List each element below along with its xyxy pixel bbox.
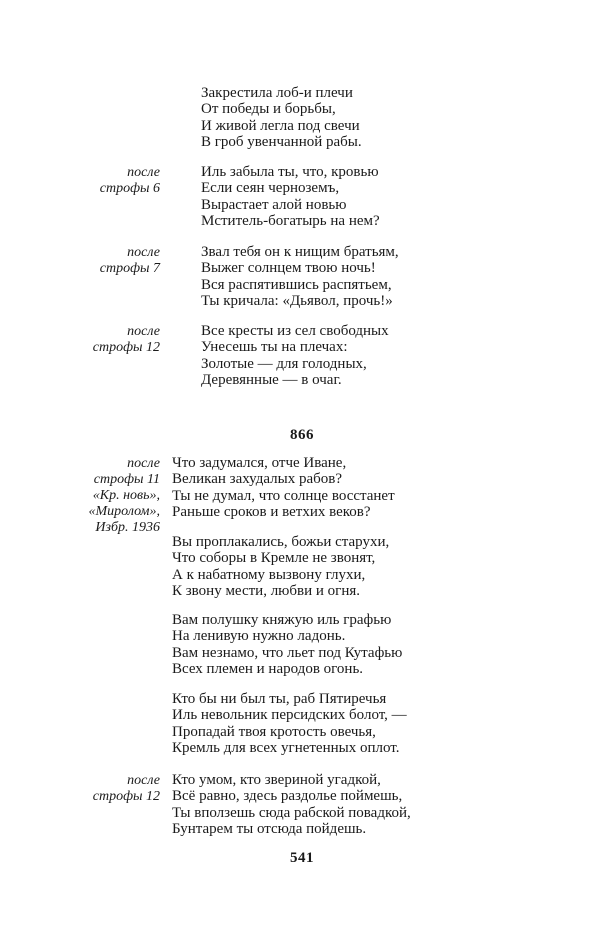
stanza-b2	[172, 534, 389, 600]
verse-line: Все кресты из сел свободных	[201, 323, 389, 339]
variant-note-a4	[30, 324, 160, 356]
poem-number-text: 866	[290, 427, 314, 443]
verse-line: К звону мести, любви и огня.	[172, 583, 360, 600]
note-line: после	[127, 165, 160, 180]
verse-line: Что задумался, отче Иване,	[172, 455, 347, 471]
note-line: строфы 12	[92, 789, 160, 804]
verse-line: Если сеян черноземъ,	[201, 180, 340, 197]
note-line: строфы 7	[99, 261, 160, 276]
verse-line: Кремль для всех угнетенных оплот.	[172, 740, 400, 757]
note-line: Избр. 1936	[95, 520, 160, 535]
note-line: после	[127, 245, 160, 260]
poem-number	[0, 427, 600, 444]
note-line: после	[127, 773, 160, 788]
verse-line: Кто бы ни был ты, раб Пятиречья	[172, 691, 387, 707]
verse-line: Всех племен и народов огонь.	[172, 661, 364, 678]
verse-line: А к набатному вызвону глухи,	[172, 566, 366, 583]
stanza-a1	[201, 85, 362, 151]
verse-line: Иль невольник персидских болот, —	[172, 707, 407, 724]
verse-line: Ты кричала: «Дьявол, прочь!»	[201, 293, 393, 310]
stanza-a2	[201, 164, 380, 230]
verse-line: Великан захудалых рабов?	[172, 471, 343, 488]
stanza-a4	[201, 323, 389, 389]
stanza-b1	[172, 455, 395, 521]
variant-note-a3	[30, 245, 160, 277]
verse-line: На ленивую нужно ладонь.	[172, 628, 346, 645]
note-line: строфы 12	[92, 340, 160, 355]
note-line: после	[127, 456, 160, 471]
stanza-b4	[172, 691, 407, 757]
verse-line: Выжег солнцем твою ночь!	[201, 260, 376, 277]
stanza-b3	[172, 612, 402, 678]
page-number	[0, 850, 600, 867]
verse-line: Вам полушку княжую иль графью	[172, 612, 392, 628]
verse-line: Раньше сроков и ветхих веков?	[172, 504, 371, 521]
verse-line: Унесешь ты на плечах:	[201, 339, 348, 356]
note-line: строфы 11	[93, 472, 160, 487]
verse-line: Пропадай твоя кротость овечья,	[172, 723, 376, 740]
verse-line: Что соборы в Кремле не звонят,	[172, 550, 376, 567]
note-line: строфы 6	[99, 181, 160, 196]
verse-line: Звал тебя он к нищим братьям,	[201, 244, 399, 260]
page-number-text: 541	[290, 850, 314, 866]
verse-line: Ты не думал, что солнце восстанет	[172, 487, 395, 504]
stanza-b5	[172, 772, 411, 838]
verse-line: Деревянные — в очаг.	[201, 372, 342, 389]
verse-line: Вы проплакались, божьи старухи,	[172, 534, 390, 550]
verse-line: Бунтарем ты отсюда пойдешь.	[172, 821, 367, 838]
verse-line: Закрестила лоб-и плечи	[201, 85, 353, 101]
variant-note-b5	[30, 773, 160, 805]
variant-note-b1	[30, 456, 160, 536]
verse-line: Золотые — для голодных,	[201, 355, 367, 372]
verse-line: Всё равно, здесь раздолье поймешь,	[172, 788, 403, 805]
verse-line: И живой легла под свечи	[201, 117, 360, 134]
stanza-a3	[201, 244, 399, 310]
verse-line: Вам незнамо, что льет под Кутафью	[172, 644, 403, 661]
variant-note-a2	[30, 165, 160, 197]
verse-line: Иль забыла ты, что, кровью	[201, 164, 379, 180]
verse-line: В гроб увенчанной рабы.	[201, 134, 362, 151]
note-line: «Кр. новь»,	[92, 488, 160, 503]
verse-line: Мститель-богатырь на нем?	[201, 213, 380, 230]
note-line: после	[127, 324, 160, 339]
note-line: «Миролом»,	[88, 504, 160, 519]
verse-line: Вся распятившись распятьем,	[201, 276, 392, 293]
verse-line: От победы и борьбы,	[201, 101, 336, 118]
verse-line: Ты вползешь сюда рабской повадкой,	[172, 804, 411, 821]
verse-line: Кто умом, кто звериной угадкой,	[172, 772, 381, 788]
verse-line: Вырастает алой новью	[201, 196, 347, 213]
